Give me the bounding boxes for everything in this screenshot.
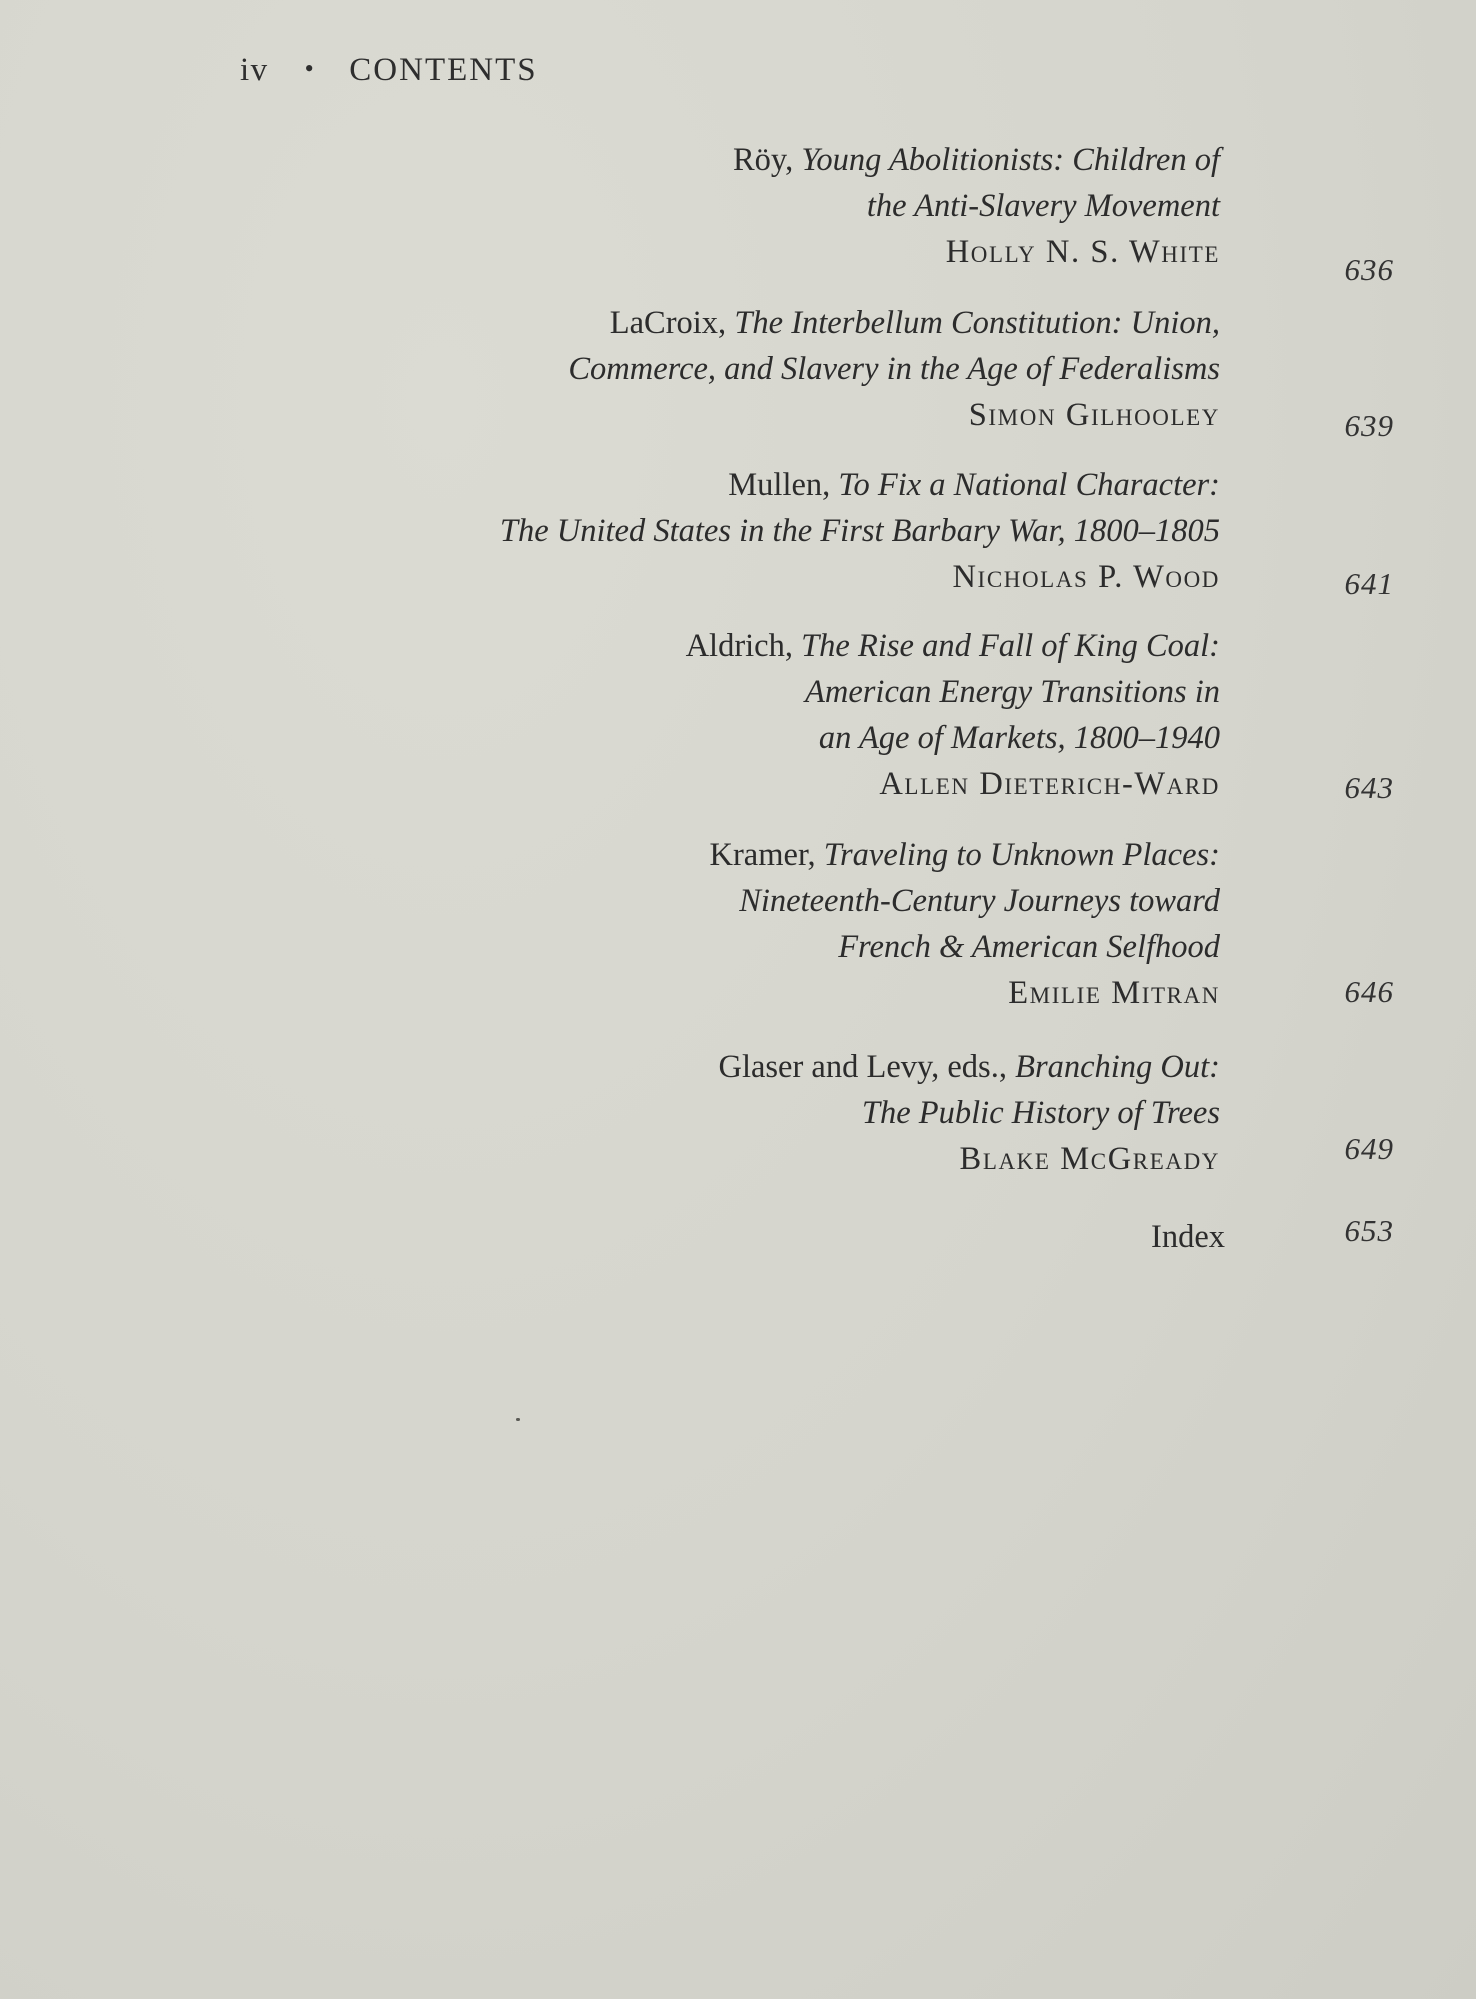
entry-title-continued: Nineteenth-Century Journeys toward: [739, 883, 1220, 919]
entry-line: [686, 623, 1220, 669]
paper-speck: [516, 1418, 520, 1421]
toc-entry: [568, 300, 1220, 438]
toc-entry: [500, 462, 1220, 600]
entry-title: The Rise and Fall of King Coal:: [801, 628, 1220, 664]
entry-title-continued: the Anti-Slavery Movement: [866, 188, 1220, 224]
entry-author: Kramer,: [709, 837, 824, 873]
entry-reviewer: Nicholas P. Wood: [952, 559, 1220, 595]
entry-title: Traveling to Unknown Places:: [823, 837, 1220, 873]
entry-line: [718, 1044, 1220, 1090]
toc-entry: [710, 832, 1220, 1016]
section-title: CONTENTS: [349, 52, 538, 88]
index-page-number: 653: [1344, 1213, 1394, 1248]
entry-title: Young Abolitionists: Children of: [801, 142, 1220, 178]
entry-page-number: 646: [1344, 974, 1394, 1009]
entry-page-number: 636: [1344, 252, 1394, 287]
entry-author: Glaser and Levy, eds.,: [718, 1049, 1016, 1085]
entry-reviewer: Blake McGready: [959, 1141, 1220, 1177]
entry-reviewer: Emilie Mitran: [1008, 975, 1220, 1011]
entry-author: Mullen,: [728, 467, 839, 503]
toc-entry: [733, 137, 1220, 275]
entry-line: [733, 137, 1220, 183]
entry-title: To Fix a National Character:: [838, 467, 1220, 503]
entry-line: [710, 832, 1220, 878]
toc-entry: [686, 623, 1220, 807]
entry-line: [500, 462, 1220, 508]
entry-page-number: 643: [1344, 770, 1394, 805]
folio: iv: [240, 52, 269, 88]
entry-title-continued: an Age of Markets, 1800–1940: [818, 720, 1220, 756]
entry-page-number: 649: [1344, 1131, 1394, 1166]
entry-page-number: 641: [1344, 566, 1394, 601]
bullet-separator: •: [304, 54, 316, 83]
entry-author: LaCroix,: [609, 305, 735, 341]
entry-title: Branching Out:: [1015, 1049, 1220, 1085]
entry-reviewer: Holly N. S. White: [945, 234, 1220, 270]
running-head: [240, 52, 538, 89]
entry-page-number: 639: [1344, 408, 1394, 443]
entry-title-continued: The United States in the First Barbary War, 1800–1805: [499, 513, 1220, 549]
entry-line: [568, 300, 1220, 346]
entry-reviewer: Simon Gilhooley: [968, 397, 1220, 433]
entry-title-continued: French & American Selfhood: [838, 929, 1220, 965]
entry-reviewer: Allen Dieterich-Ward: [879, 766, 1220, 802]
entry-title-continued: American Energy Transitions in: [805, 674, 1220, 710]
entry-title-continued: The Public History of Trees: [861, 1095, 1220, 1131]
entry-title-continued: Commerce, and Slavery in the Age of Federalisms: [568, 351, 1220, 387]
entry-title: The Interbellum Constitution: Union,: [734, 305, 1220, 341]
toc-entry: [718, 1044, 1220, 1182]
index-label: Index: [1151, 1219, 1225, 1255]
entry-author: Aldrich,: [685, 628, 802, 664]
entry-author: Röy,: [733, 142, 802, 178]
